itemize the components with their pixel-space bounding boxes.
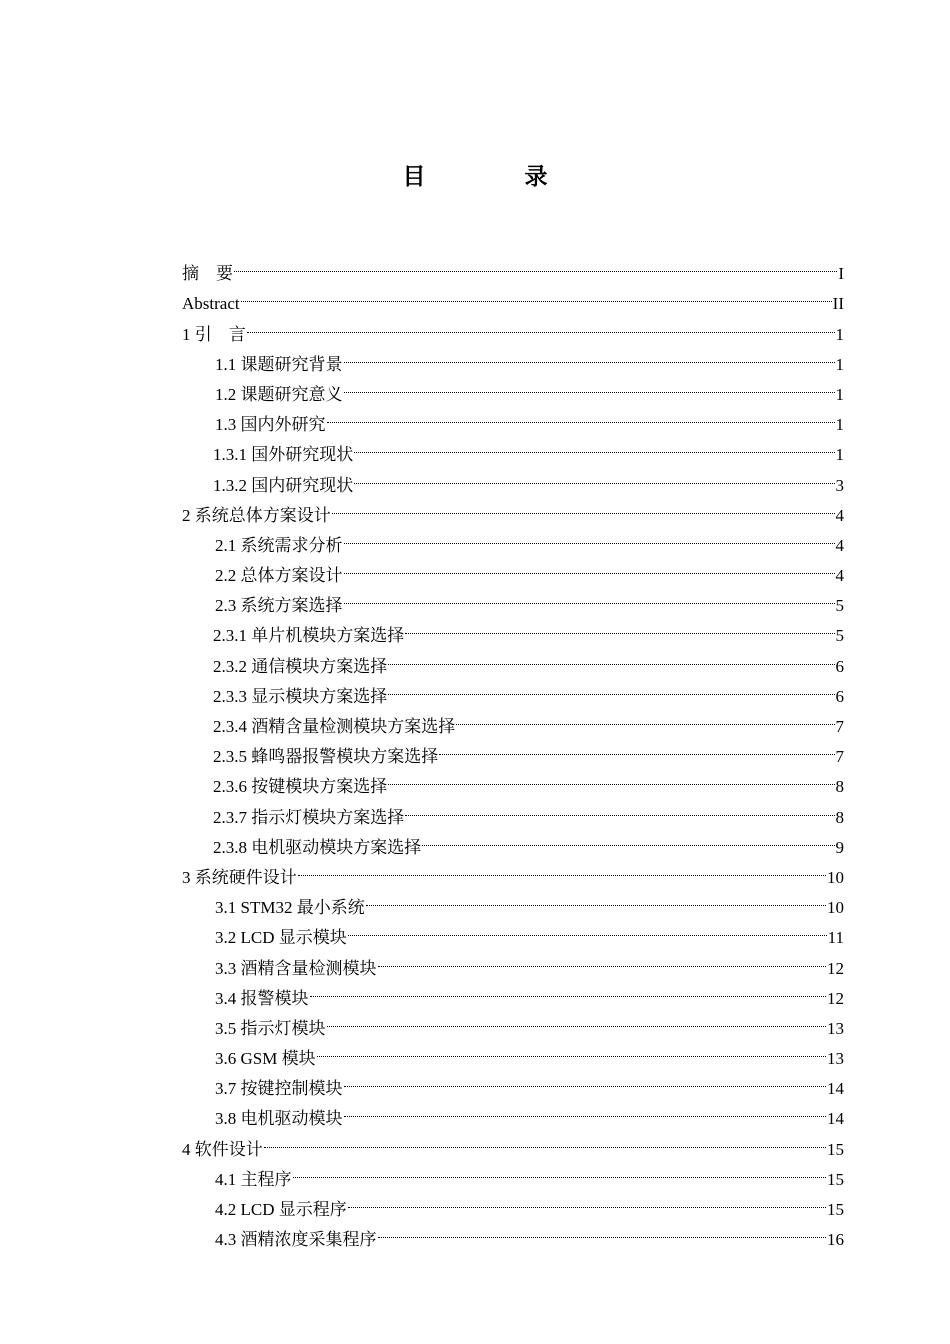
toc-entry-page-number: 7: [835, 747, 844, 767]
toc-entry-label: 2.3.8 电机驱动模块方案选择: [213, 837, 422, 857]
toc-entry-label: 2.3.7 指示灯模块方案选择: [213, 807, 405, 827]
toc-entry-page-number: 13: [827, 1018, 844, 1038]
toc-entry-label: 4.3 酒精浓度采集程序: [215, 1230, 377, 1250]
toc-entry-label: 1.3.1 国外研究现状: [213, 445, 354, 465]
toc-entry-page-number: 3: [835, 475, 844, 495]
toc-dot-leader: [348, 1185, 826, 1215]
toc-dot-leader: [354, 430, 834, 460]
toc-entry-label: 3.7 按键控制模块: [215, 1079, 343, 1099]
toc-entry-label: 2.2 总体方案设计: [215, 566, 343, 586]
toc-entry-label: 1.3.2 国内研究现状: [213, 475, 354, 495]
toc-entry-label: 3.6 GSM 模块: [215, 1049, 316, 1069]
toc-dot-leader: [344, 1064, 827, 1094]
toc-dot-leader: [327, 1004, 827, 1034]
toc-entry-label: 3.1 STM32 最小系统: [215, 898, 365, 918]
toc-entry-label: 4 软件设计: [182, 1139, 263, 1159]
toc-dot-leader: [405, 611, 834, 641]
toc-entry-page-number: II: [832, 294, 844, 314]
toc-dot-leader: [264, 1124, 826, 1154]
table-of-contents: [182, 249, 844, 1250]
toc-entry-label: 1.3 国内外研究: [215, 415, 326, 435]
toc-entry-label: 1.2 课题研究意义: [215, 384, 343, 404]
toc-dot-leader: [310, 974, 827, 1004]
toc-dot-leader: [388, 641, 834, 671]
toc-dot-leader: [293, 1155, 827, 1185]
toc-dot-leader: [344, 370, 835, 400]
toc-entry-page-number: 13: [827, 1049, 844, 1069]
toc-entry-page-number: 8: [835, 777, 844, 797]
toc-entry[interactable]: [182, 249, 844, 284]
toc-entry-page-number: 10: [827, 898, 844, 918]
toc-entry-label: 2.3 系统方案选择: [215, 596, 343, 616]
toc-dot-leader: [348, 913, 827, 943]
toc-entry-label: 2 系统总体方案设计: [182, 505, 331, 525]
toc-entry-page-number: 12: [827, 988, 844, 1008]
toc-entry-page-number: 6: [835, 656, 844, 676]
toc-entry-page-number: 6: [835, 686, 844, 706]
toc-dot-leader: [344, 1094, 827, 1124]
toc-entry-page-number: 15: [827, 1200, 844, 1219]
toc-entry-page-number: 1: [835, 445, 844, 465]
toc-entry-label: 2.3.2 通信模块方案选择: [213, 656, 388, 676]
toc-entry-label: 摘 要: [182, 264, 233, 284]
toc-dot-leader: [378, 943, 827, 973]
toc-entry-label: 3 系统硬件设计: [182, 867, 297, 887]
toc-entry-label: 2.3.5 蜂鸣器报警模块方案选择: [213, 747, 439, 767]
toc-dot-leader: [439, 732, 834, 762]
toc-entry-label: 2.3.1 单片机模块方案选择: [213, 626, 405, 646]
page-title: 目 录: [402, 164, 586, 190]
toc-entry-label: 3.4 报警模块: [215, 988, 309, 1008]
toc-entry[interactable]: [182, 1124, 844, 1159]
toc-entry-label: Abstract: [182, 294, 240, 314]
toc-entry-page-number: 4: [835, 566, 844, 586]
toc-entry-page-number: 15: [827, 1169, 844, 1189]
toc-entry-page-number: 11: [827, 928, 844, 948]
toc-dot-leader: [241, 279, 832, 309]
toc-entry-label: 2.3.4 酒精含量检测模块方案选择: [213, 717, 456, 736]
toc-dot-leader: [332, 491, 835, 521]
toc-entry-page-number: 7: [835, 717, 844, 736]
toc-entry-page-number: 14: [827, 1109, 844, 1129]
toc-entry-page-number: 16: [827, 1230, 844, 1250]
toc-entry-label: 3.8 电机驱动模块: [215, 1109, 343, 1129]
toc-entry-page-number: 9: [835, 837, 844, 857]
toc-entry-label: 2.3.6 按键模块方案选择: [213, 777, 388, 797]
toc-entry-page-number: I: [838, 264, 844, 284]
toc-entry-page-number: 1: [835, 415, 844, 435]
toc-dot-leader: [422, 823, 834, 853]
toc-entry-label: 3.5 指示灯模块: [215, 1018, 326, 1038]
toc-dot-leader: [327, 400, 835, 430]
toc-entry-page-number: 1: [835, 324, 844, 344]
toc-entry-page-number: 1: [835, 354, 844, 374]
toc-entry-label: 4.1 主程序: [215, 1169, 292, 1189]
toc-dot-leader: [344, 551, 835, 581]
toc-entry-label: 3.3 酒精含量检测模块: [215, 958, 377, 978]
toc-entry-page-number: 14: [827, 1079, 844, 1099]
toc-entry-label: 1.1 课题研究背景: [215, 354, 343, 374]
toc-entry[interactable]: [182, 279, 844, 314]
toc-dot-leader: [344, 521, 835, 551]
toc-dot-leader: [344, 340, 835, 370]
toc-dot-leader: [247, 309, 835, 339]
toc-dot-leader: [317, 1034, 826, 1064]
toc-dot-leader: [354, 460, 834, 490]
toc-dot-leader: [344, 581, 835, 611]
toc-entry-page-number: 4: [835, 535, 844, 555]
toc-entry-page-number: 10: [827, 867, 844, 887]
toc-entry[interactable]: [182, 340, 844, 374]
toc-entry-label: 1 引 言: [182, 324, 246, 344]
toc-entry[interactable]: [182, 309, 844, 344]
toc-entry[interactable]: [182, 1155, 844, 1189]
toc-dot-leader: [378, 1215, 827, 1245]
toc-entry-page-number: 5: [835, 596, 844, 616]
toc-dot-leader: [388, 762, 834, 792]
toc-dot-leader: [456, 702, 834, 732]
toc-entry-label: 4.2 LCD 显示程序: [215, 1200, 347, 1219]
toc-entry-page-number: 1: [835, 384, 844, 404]
toc-entry-page-number: 8: [835, 807, 844, 827]
toc-dot-leader: [405, 792, 834, 822]
toc-entry-page-number: 12: [827, 958, 844, 978]
toc-dot-leader: [234, 249, 837, 279]
toc-dot-leader: [298, 853, 826, 883]
toc-entry-page-number: 5: [835, 626, 844, 646]
toc-entry-label: 2.3.3 显示模块方案选择: [213, 686, 388, 706]
toc-entry-page-number: 4: [835, 505, 844, 525]
toc-dot-leader: [388, 672, 834, 702]
toc-entry-label: 3.2 LCD 显示模块: [215, 928, 347, 948]
toc-entry-label: 2.1 系统需求分析: [215, 535, 343, 555]
toc-dot-leader: [366, 883, 826, 913]
toc-entry-page-number: 15: [827, 1139, 844, 1159]
